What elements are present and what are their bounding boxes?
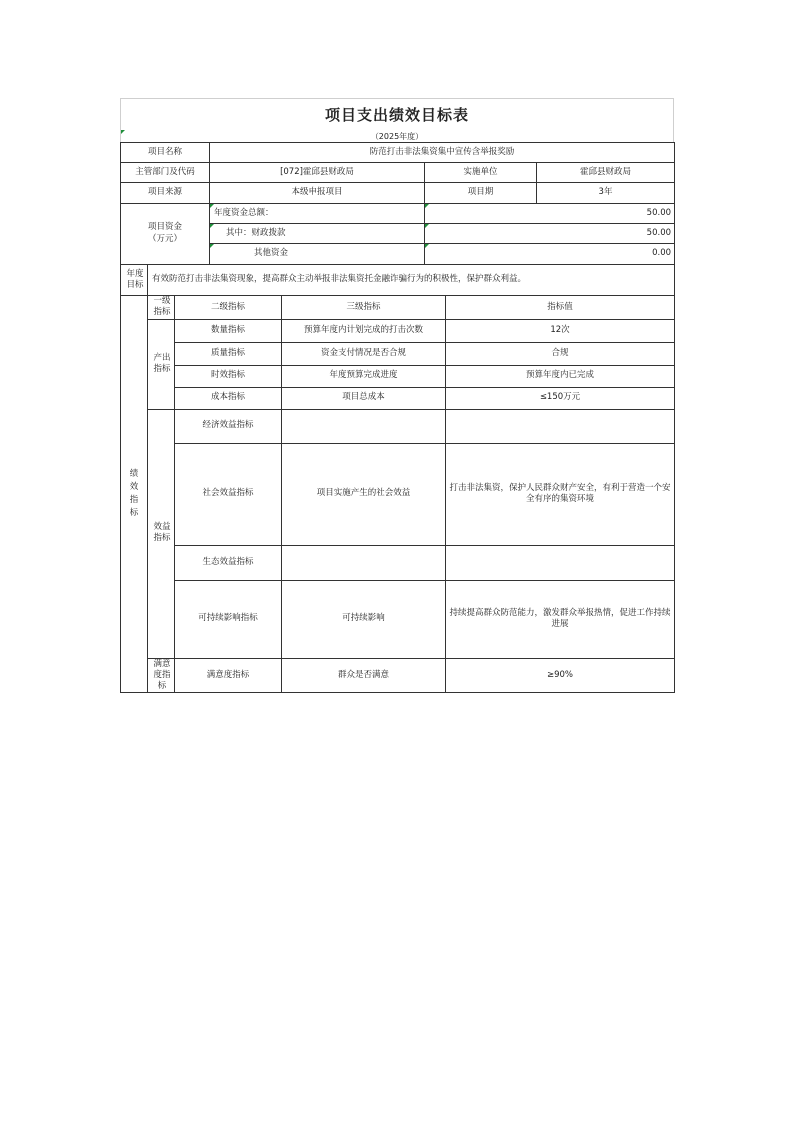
- output-l2: 数量指标: [175, 319, 282, 342]
- satisfaction-label-text: 满意度指标: [153, 658, 171, 691]
- cell-marker-icon: [210, 224, 214, 228]
- benefit-l3: [282, 545, 446, 580]
- output-l3: 预算年度内计划完成的打击次数: [282, 319, 446, 342]
- benefit-value: [446, 545, 675, 580]
- benefit-l2: 生态效益指标: [175, 545, 282, 580]
- funds-total-value-text: 50.00: [646, 207, 672, 218]
- funds-other-label: [210, 244, 425, 265]
- cell-marker-icon: [121, 130, 125, 134]
- cell-marker-icon: [425, 224, 429, 228]
- funds-other-value-text: 0.00: [652, 248, 672, 259]
- funds-label-text: 项目资金（万元）: [147, 222, 182, 244]
- period-value: 3年: [537, 183, 675, 204]
- dept-label: 主管部门及代码: [121, 163, 210, 183]
- benefit-value: 持续提高群众防范能力，激发群众举报热情，促进工作持续进展: [446, 580, 675, 658]
- header-level1-text: 一级指标: [153, 296, 171, 318]
- impl-unit-label: 实施单位: [425, 163, 537, 183]
- project-name-value: 防范打击非法集资集中宣传含举报奖励: [210, 143, 675, 163]
- output-value: 合规: [446, 342, 675, 365]
- output-l3: 项目总成本: [282, 387, 446, 409]
- goal-perf-table: [120, 264, 675, 693]
- header-level1: [148, 296, 175, 320]
- funds-fiscal-label-text: 其中：财政拨款: [226, 227, 286, 238]
- project-name-label: 项目名称: [121, 143, 210, 163]
- dept-value: [072]霍邱县财政局: [210, 163, 425, 183]
- funds-total-label: [210, 204, 425, 224]
- goal-text: 有效防范打击非法集资现象，提高群众主动举报非法集资托金融诈骗行为的积极性，保护群众利益。: [148, 265, 675, 296]
- funds-total-label-text: 年度资金总额：: [214, 207, 274, 218]
- funds-fiscal-label: [210, 224, 425, 244]
- benefit-l2: 社会效益指标: [175, 443, 282, 545]
- output-value: 预算年度内已完成: [446, 365, 675, 387]
- benefit-value: 打击非法集资，保护人民群众财产安全，有利于营造一个安全有序的集资环境: [446, 443, 675, 545]
- cell-marker-icon: [210, 244, 214, 248]
- funds-fiscal-value-text: 50.00: [646, 227, 672, 238]
- benefit-label-text: 效益指标: [153, 522, 171, 544]
- output-l2: 质量指标: [175, 342, 282, 365]
- funds-other-value: [425, 244, 675, 265]
- funds-other-label-text: 其他资金: [254, 248, 289, 259]
- cell-marker-icon: [425, 204, 429, 208]
- info-table: [120, 142, 675, 265]
- period-label: 项目期: [425, 183, 537, 204]
- source-label: 项目来源: [121, 183, 210, 204]
- output-l2: 成本指标: [175, 387, 282, 409]
- output-value: 12次: [446, 319, 675, 342]
- year-text: （2025年度）: [370, 131, 424, 141]
- funds-total-value: [425, 204, 675, 224]
- benefit-value: [446, 409, 675, 443]
- source-value: 本级申报项目: [210, 183, 425, 204]
- header-level3: 三级指标: [282, 296, 446, 320]
- satisfaction-value: ≥90%: [446, 658, 675, 693]
- header-value: 指标值: [446, 296, 675, 320]
- satisfaction-l3: 群众是否满意: [282, 658, 446, 693]
- impl-unit-value: 霍邱县财政局: [537, 163, 675, 183]
- output-value: ≤150万元: [446, 387, 675, 409]
- benefit-l3: 项目实施产生的社会效益: [282, 443, 446, 545]
- output-l3: 资金支付情况是否合规: [282, 342, 446, 365]
- cell-marker-icon: [210, 204, 214, 208]
- cell-marker-icon: [425, 244, 429, 248]
- header-level2: 二级指标: [175, 296, 282, 320]
- benefit-l2: 可持续影响指标: [175, 580, 282, 658]
- output-label-text: 产出指标: [153, 352, 171, 374]
- benefit-label: [148, 409, 175, 658]
- satisfaction-l2: 满意度指标: [175, 658, 282, 693]
- output-label: [148, 319, 175, 409]
- output-l3: 年度预算完成进度: [282, 365, 446, 387]
- perf-label-text: 绩效指标: [129, 468, 139, 519]
- form-year: [120, 130, 674, 142]
- goal-label: [121, 265, 148, 296]
- output-l2: 时效指标: [175, 365, 282, 387]
- funds-label: [121, 204, 210, 265]
- benefit-l3: [282, 409, 446, 443]
- goal-label-text: 年度目标: [126, 268, 144, 290]
- satisfaction-label: [148, 658, 175, 693]
- form-title: 项目支出绩效目标表: [120, 98, 674, 130]
- benefit-l3: 可持续影响: [282, 580, 446, 658]
- benefit-l2: 经济效益指标: [175, 409, 282, 443]
- perf-label: [121, 296, 148, 693]
- funds-fiscal-value: [425, 224, 675, 244]
- performance-target-form: [120, 98, 674, 693]
